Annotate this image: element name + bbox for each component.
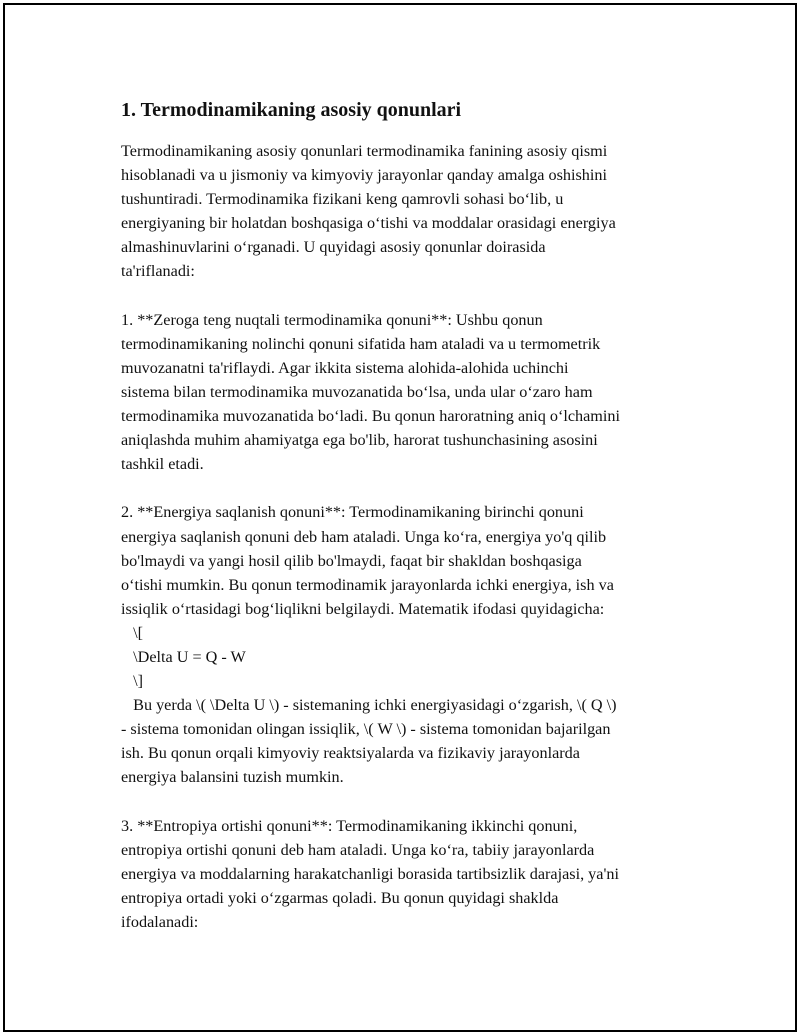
section-heading: 1. Termodinamikaning asosiy qonunlari [121, 99, 462, 121]
document-content [121, 97, 696, 934]
section-body-text: Termodinamikaning asosiy qonunlari termodinamika fanining asosiy qismi hisoblanadi va u jismoniy va kimyoviy jarayonlar qanday amalga oshishini tushuntiradi. Termodinamika fizikani keng qamrovli sohasi bo‘lib, u energiyaning bir holatdan boshqasiga o‘tishi va moddalar orasidagi energiya almashinuvlarini o‘rganadi. U quyidagi asosiy qonunlar doirasida ta'riflanadi: 1. **Zeroga teng nuqtali termodinamika qonuni**: Ushbu qonun termodinamikaning nolinchi qonuni sifatida ham ataladi va u termometrik muvozanatni ta'riflaydi. Agar ikkita sistema alohida-alohida uchinchi sistema bilan termodinamika muvozanatida bo‘lsa, unda ular o‘zaro ham termodinamika muvozanatida bo‘ladi. Bu qonun haroratning aniq o‘lchamini aniqlashda muhim ahamiyatga ega bo'lib, harorat tushunchasining asosini tashkil etadi. 2. **Energiya saqlanish qonuni**: Termodinamikaning birinchi qonuni energiya saqlanish qonuni deb ham ataladi. Unga ko‘ra, energiya yo'q qilib bo'lmaydi va yangi hosil qilib bo'lmaydi, faqat bir shakldan boshqasiga o‘tishi mumkin. Bu qonun termodinamik jarayonlarda ichki energiya, ish va issiqlik o‘rtasidagi bog‘liqlikni belgilaydi. Matematik ifodasi quyidagicha: \[ \Delta U = Q - W \] Bu yerda \( \Delta U \) - sistemaning ichki energiyasidagi o‘zgarish, \( Q \) - sistema tomonidan olingan issiqlik, \( W \) - sistema tomonidan bajarilgan ish. Bu qonun orqali kimyoviy reaktsiyalarda va fizikaviy jarayonlarda energiya balansini tuzish mumkin. 3. **Entropiya ortishi qonuni**: Termodinamikaning ikkinchi qonuni, entropiya ortishi qonuni deb ham ataladi. Unga ko‘ra, tabiiy jarayonlarda energiya va moddalarning harakatchanligi borasida tartibsizlik darajasi, ya'ni entropiya ortadi yoki o‘zgarmas qoladi. Bu qonun quyidagi shaklda ifodalanadi: [121, 142, 620, 931]
page-frame [3, 3, 797, 1032]
